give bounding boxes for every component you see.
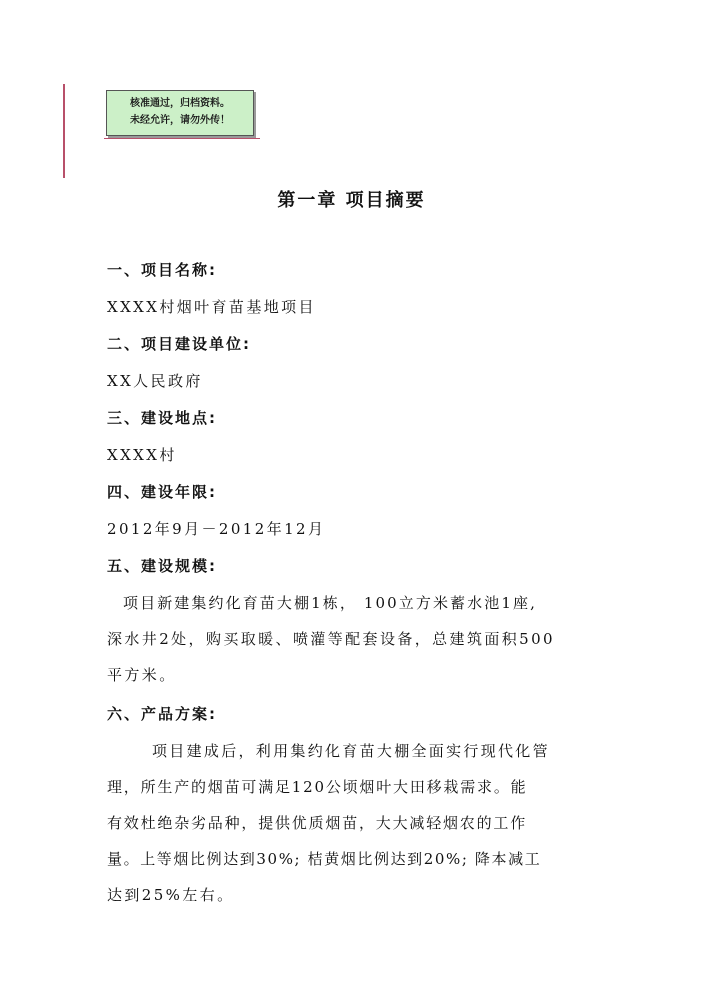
section-heading-location: 三、建设地点: (107, 409, 217, 427)
scale-text-line-1: 项目新建集约化育苗大棚1栋， 100立方米蓄水池1座, (123, 594, 537, 612)
product-text-line-3: 有效杜绝杂劣品种，提供优质烟苗，大大减轻烟农的工作 (107, 814, 528, 832)
product-text-line-1: 项目建成后，利用集约化育苗大棚全面实行现代化管 (152, 742, 550, 760)
location-text: XXXX村 (107, 446, 177, 464)
chapter-title: 第一章 项目摘要 (277, 190, 426, 211)
section-heading-project-name: 一、项目名称: (107, 261, 217, 279)
approval-stamp (106, 90, 254, 136)
stamp-underline (104, 138, 260, 139)
scale-text-line-2: 深水井2处，购买取暖、喷灌等配套设备，总建筑面积500 (107, 630, 555, 648)
period-text: 2012年9月－2012年12月 (107, 520, 326, 538)
section-heading-period: 四、建设年限: (107, 483, 217, 501)
stamp-line-1: 核准通过，归档资料。 (130, 98, 230, 109)
section-heading-scale: 五、建设规模: (107, 557, 217, 575)
product-text-line-4: 量。上等烟比例达到30%; 桔黄烟比例达到20%; 降本减工 (107, 850, 542, 868)
product-text-line-2: 理，所生产的烟苗可满足120公顷烟叶大田移栽需求。能 (107, 778, 528, 796)
section-heading-product: 六、产品方案: (107, 705, 217, 723)
section-heading-builder: 二、项目建设单位: (107, 335, 251, 353)
margin-line (63, 84, 65, 178)
product-text-line-5: 达到25%左右。 (107, 886, 235, 904)
builder-text: XX人民政府 (107, 372, 203, 390)
stamp-line-2: 未经允许，请勿外传！ (130, 115, 230, 126)
scale-text-line-3: 平方米。 (107, 666, 177, 684)
project-name-text: XXXX村烟叶育苗基地项目 (107, 298, 316, 316)
